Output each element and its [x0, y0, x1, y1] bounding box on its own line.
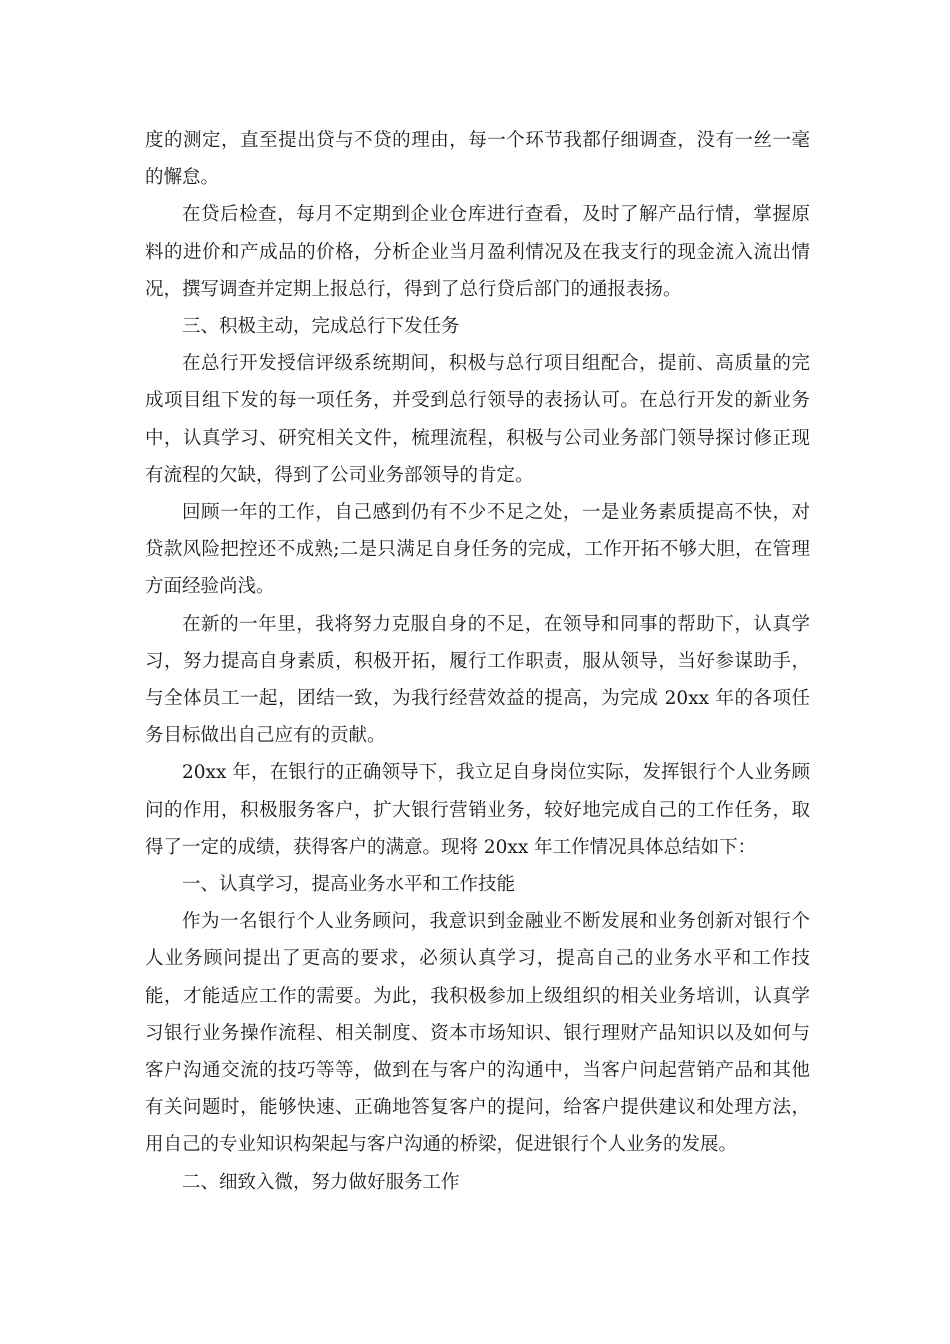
paragraph-study: 作为一名银行个人业务顾问，我意识到金融业不断发展和业务创新对银行个人业务顾问提出了更高的要求，必须认真学习，提高自己的业务水平和工作技能，才能适应工作的需要。为此，我积极参加上级组织的相关业务培训，认真学习银行业务操作流程、相关制度、资本市场知识、银行理财产品知识以及如何与客户沟通交流的技巧等等，做到在与客户的沟通中，当客户问起营销产品和其他有关问题时，能够快速、正确地答复客户的提问，给客户提供建议和处理方法，用自己的专业知识构架起与客户沟通的桥梁，促进银行个人业务的发展。: [145, 911, 810, 1156]
paragraph-credit-rating-system: 在总行开发授信评级系统期间，积极与总行项目组配合，提前、高质量的完成项目组下发的每一项任务，并受到总行领导的表扬认可。在总行开发的新业务中，认真学习、研究相关文件，梳理流程，积极与公司业务部门领导探讨修正现有流程的欠缺，得到了公司业务部领导的肯定。: [145, 353, 810, 486]
paragraph-shortcomings: 回顾一年的工作，自己感到仍有不少不足之处，一是业务素质提高不快，对贷款风险把控还不成熟;二是只满足自身任务的完成，工作开拓不够大胆，在管理方面经验尚浅。: [145, 502, 810, 598]
paragraph-summary-intro: 20xx 年，在银行的正确领导下，我立足自身岗位实际，发挥银行个人业务顾问的作用，积极服务客户，扩大银行营销业务，较好地完成自己的工作任务，取得了一定的成绩，获得客户的满意。现将 20xx 年工作情况具体总结如下：: [145, 762, 810, 858]
document-body: [145, 122, 810, 1201]
paragraph-new-year-plan: 在新的一年里，我将努力克服自身的不足，在领导和同事的帮助下，认真学习，努力提高自身素质，积极开拓，履行工作职责，服从领导，当好参谋助手，与全体员工一起，团结一致，为我行经营效益的提高，为完成 20xx 年的各项任务目标做出自己应有的贡献。: [145, 613, 810, 747]
section-heading-3: 三、积极主动，完成总行下发任务: [182, 316, 460, 338]
paragraph-post-loan-inspection: 在贷后检查，每月不定期到企业仓库进行查看，及时了解产品行情，掌握原料的进价和产成品的价格，分析企业当月盈利情况及在我支行的现金流入流出情况，撰写调查并定期上报总行，得到了总行贷后部门的通报表扬。: [145, 204, 810, 300]
paragraph-continuation: 度的测定，直至提出贷与不贷的理由，每一个环节我都仔细调查，没有一丝一毫的懈怠。: [145, 130, 810, 189]
section-heading-1: 一、认真学习，提高业务水平和工作技能: [182, 874, 516, 896]
section-heading-2: 二、细致入微，努力做好服务工作: [182, 1171, 460, 1193]
